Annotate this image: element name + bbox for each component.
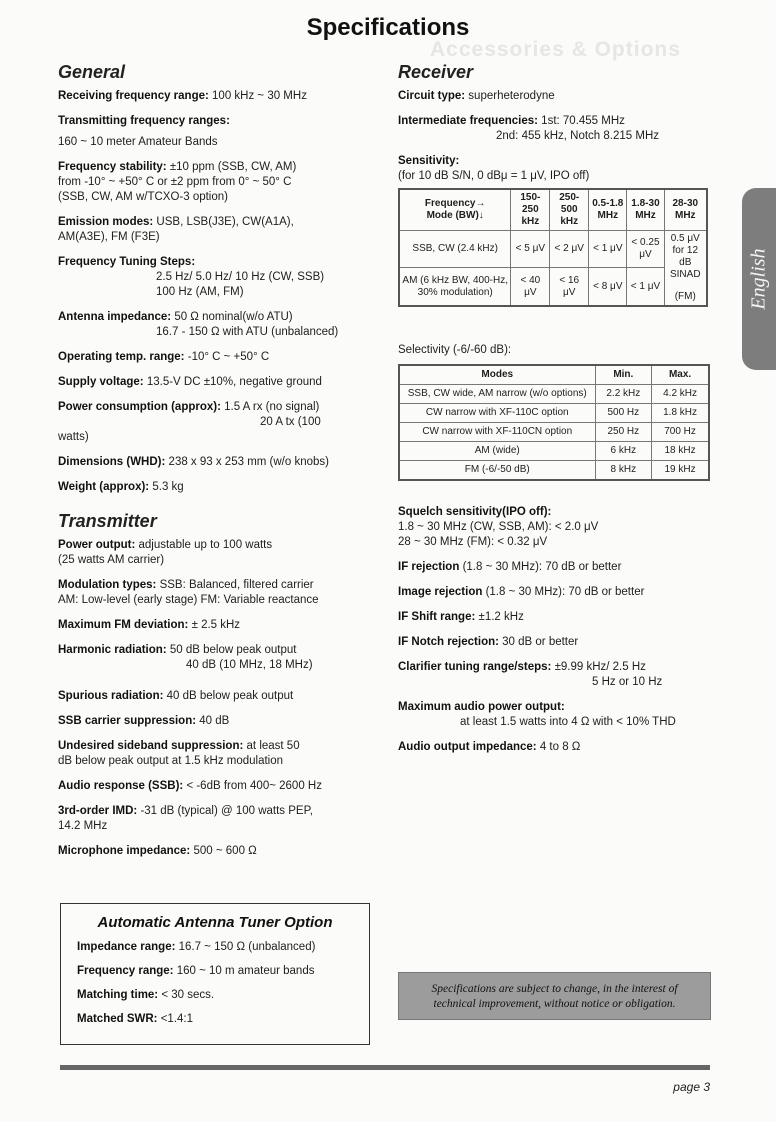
sel-min: 2.2 kHz [595, 385, 652, 404]
power-line-1: 1.5 A rx (no signal) [224, 401, 320, 413]
dims-label: Dimensions (WHD): [58, 456, 166, 468]
notice-line-1: Specifications are subject to change, in the interest of [431, 983, 678, 995]
if-rejection [398, 560, 718, 575]
atu-freq-label: Frequency range: [77, 965, 174, 977]
tx-ranges [58, 114, 376, 150]
maxaudio-value: at least 1.5 watts into 4 Ω with < 10% THD [460, 716, 676, 728]
spur-label: Spurious radiation: [58, 690, 164, 702]
stability-line-2: from -10° ~ +50° C or ±2 ppm from 0° ~ 50° C [58, 176, 292, 188]
sens-fm-line: for 12 [672, 245, 699, 256]
atu-imp-value: 16.7 ~ 150 Ω (unbalanced) [178, 941, 316, 953]
power-label: Power consumption (approx): [58, 401, 221, 413]
undes-line-2: dB below peak output at 1.5 kHz modulation [58, 755, 284, 767]
power-line-3: watts) [58, 431, 89, 443]
supply-voltage [58, 375, 376, 390]
audioimp-label: Audio output impedance: [398, 741, 537, 753]
operating-temp [58, 350, 376, 365]
table-row [399, 423, 709, 442]
imd-line-2: 14.2 MHz [58, 820, 108, 832]
background-ghost-heading: Accessories & Options [430, 38, 681, 61]
receiver-heading: Receiver [398, 62, 474, 82]
power-out-line-2: (25 watts AM carrier) [58, 554, 165, 566]
sel-max: 1.8 kHz [652, 404, 709, 423]
rx-range-value: 100 kHz ~ 30 MHz [212, 90, 307, 102]
weight [58, 480, 376, 495]
sens-corner [399, 189, 511, 231]
sel-max: 19 kHz [652, 461, 709, 481]
table-row [399, 385, 709, 404]
sens-col-header: 150-250 kHz [511, 189, 550, 231]
power-out-line-1: adjustable up to 100 watts [138, 539, 273, 551]
sens-row-mode: AM (6 kHz BW, 400-Hz, 30% modulation) [399, 268, 511, 306]
emission-line-2: AM(A3E), FM (F3E) [58, 231, 160, 243]
max-audio-power [398, 700, 718, 730]
clar-line-2: 5 Hz or 10 Hz [592, 676, 663, 688]
stability-line-1: ±10 ppm (SSB, CW, AM) [169, 161, 297, 173]
tx-ranges-label: Transmitting frequency ranges: [58, 115, 230, 127]
sens-corner-line-1: Frequency→ [424, 198, 486, 209]
page-title: Specifications [306, 14, 470, 41]
power-out-label: Power output: [58, 539, 136, 551]
antenna-label: Antenna impedance: [58, 311, 172, 323]
sens-fm-line: (FM) [674, 291, 696, 302]
left-column [58, 62, 376, 869]
mic-value: 500 ~ 600 Ω [193, 845, 257, 857]
weight-label: Weight (approx): [58, 481, 150, 493]
fmdev-label: Maximum FM deviation: [58, 619, 189, 631]
rx-range-label: Receiving frequency range: [58, 90, 209, 102]
clar-label: Clarifier tuning range/steps: [398, 661, 552, 673]
page-number: page 3 [673, 1080, 710, 1094]
ifnotch-value: 30 dB or better [502, 636, 579, 648]
sens-cell: < 0.25 μV [627, 231, 664, 268]
sensitivity [398, 154, 718, 184]
sens-corner-line-2: Mode (BW)↓ [426, 210, 484, 221]
audio-response [58, 779, 376, 794]
harm-line-1: 50 dB below peak output [169, 644, 297, 656]
supply-label: Supply voltage: [58, 376, 144, 388]
clarifier [398, 660, 718, 690]
carrier-value: 40 dB [199, 715, 230, 727]
atu-swr [77, 1012, 353, 1027]
sens-row-ssb [399, 231, 707, 268]
footer-rule [60, 1065, 710, 1070]
sel-col-header: Modes [399, 365, 595, 385]
ifshift-value: ±1.2 kHz [478, 611, 524, 623]
atu-frequency [77, 964, 353, 979]
tuning-line-2: 100 Hz (AM, FM) [156, 286, 244, 298]
sens-cell: < 40 μV [511, 268, 550, 306]
if-line-2: 2nd: 455 kHz, Notch 8.215 MHz [496, 130, 659, 142]
atu-option-box [60, 903, 370, 1045]
power-output [58, 538, 376, 568]
circuit-label: Circuit type: [398, 90, 466, 102]
fm-deviation [58, 618, 376, 633]
power-line-2: 20 A tx (100 [260, 416, 321, 428]
language-tab-label: English [747, 248, 770, 310]
supply-value: 13.5-V DC ±10%, negative ground [146, 376, 322, 388]
sens-cell: < 1 μV [589, 231, 627, 268]
circuit-value: superheterodyne [468, 90, 555, 102]
sel-mode: CW narrow with XF-110CN option [399, 423, 595, 442]
audio-value: < -6dB from 400~ 2600 Hz [186, 780, 322, 792]
sel-min: 8 kHz [595, 461, 652, 481]
language-tab [742, 188, 776, 370]
undes-label: Undesired sideband suppression: [58, 740, 244, 752]
sens-col-header: 28-30 MHz [664, 189, 707, 231]
sens-cell: < 8 μV [589, 268, 627, 306]
weight-value: 5.3 kg [152, 481, 184, 493]
tx-ranges-value: 160 ~ 10 meter Amateur Bands [58, 136, 218, 148]
sens-row-mode: SSB, CW (2.4 kHz) [399, 231, 511, 268]
if-label: Intermediate frequencies: [398, 115, 538, 127]
sens-col-header: 250-500 kHz [550, 189, 589, 231]
emission-line-1: USB, LSB(J3E), CW(A1A), [156, 216, 294, 228]
ifrej-value: (1.8 ~ 30 MHz): 70 dB or better [462, 561, 622, 573]
sel-min: 250 Hz [595, 423, 652, 442]
atu-swr-value: <1.4:1 [160, 1013, 193, 1025]
sel-mode: AM (wide) [399, 442, 595, 461]
image-rejection [398, 585, 718, 600]
tuning-label: Frequency Tuning Steps: [58, 256, 196, 268]
clar-line-1: ±9.99 kHz/ 2.5 Hz [554, 661, 646, 673]
sens-row-am [399, 268, 707, 306]
carrier-suppression [58, 714, 376, 729]
rx-range [58, 89, 376, 104]
specifications-notice [398, 972, 711, 1020]
mod-line-2: AM: Low-level (early stage) FM: Variable reactance [58, 594, 319, 606]
audio-label: Audio response (SSB): [58, 780, 184, 792]
ifnotch-label: IF Notch rejection: [398, 636, 499, 648]
sel-col-header: Max. [652, 365, 709, 385]
atu-match-label: Matching time: [77, 989, 159, 1001]
imd-label: 3rd-order IMD: [58, 805, 138, 817]
general-heading: General [58, 62, 126, 82]
emission-modes [58, 215, 376, 245]
temp-value: -10° C ~ +50° C [187, 351, 270, 363]
if-shift [398, 610, 718, 625]
atu-imp-label: Impedance range: [77, 941, 176, 953]
imd-line-1: -31 dB (typical) @ 100 watts PEP, [140, 805, 313, 817]
sens-col-header: 1.8-30 MHz [627, 189, 664, 231]
harm-label: Harmonic radiation: [58, 644, 167, 656]
imgrej-value: (1.8 ~ 30 MHz): 70 dB or better [485, 586, 645, 598]
sens-cell: < 1 μV [627, 268, 664, 306]
sens-cell: < 5 μV [511, 231, 550, 268]
sel-mode: CW narrow with XF-110C option [399, 404, 595, 423]
harm-line-2: 40 dB (10 MHz, 18 MHz) [186, 659, 313, 671]
third-order-imd [58, 804, 376, 834]
sens-fm-line: SINAD [669, 269, 701, 280]
if-notch [398, 635, 718, 650]
table-row [399, 404, 709, 423]
atu-heading: Automatic Antenna Tuner Option [97, 914, 333, 931]
selectivity [398, 343, 718, 358]
notice-line-2: technical improvement, without notice or obligation. [433, 998, 676, 1010]
fmdev-value: ± 2.5 kHz [191, 619, 241, 631]
transmitter-heading: Transmitter [58, 511, 157, 531]
stability-line-3: (SSB, CW, AM w/TCXO-3 option) [58, 191, 228, 203]
harmonic-radiation [58, 643, 376, 673]
table-row [399, 461, 709, 481]
undes-line-1: at least 50 [246, 740, 300, 752]
stability [58, 160, 376, 205]
power-consumption [58, 400, 376, 445]
circuit-type [398, 89, 718, 104]
sens-label: Sensitivity: [398, 155, 460, 167]
sel-max: 4.2 kHz [652, 385, 709, 404]
modulation-types [58, 578, 376, 608]
mod-label: Modulation types: [58, 579, 157, 591]
sens-note: (for 10 dB S/N, 0 dBμ = 1 μV, IPO off) [398, 170, 590, 182]
maxaudio-label: Maximum audio power output: [398, 701, 565, 713]
sel-min: 500 Hz [595, 404, 652, 423]
sel-mode: SSB, CW wide, AM narrow (w/o options) [399, 385, 595, 404]
mod-line-1: SSB: Balanced, filtered carrier [159, 579, 314, 591]
sel-max: 700 Hz [652, 423, 709, 442]
ifshift-label: IF Shift range: [398, 611, 476, 623]
sel-header-row [399, 365, 709, 385]
if-line-1: 1st: 70.455 MHz [541, 115, 625, 127]
sideband-suppression [58, 739, 376, 769]
tuning-steps [58, 255, 376, 300]
squelch-label: Squelch sensitivity(IPO off): [398, 506, 552, 518]
squelch-line-1: 1.8 ~ 30 MHz (CW, SSB, AM): < 2.0 μV [398, 521, 599, 533]
carrier-label: SSB carrier suppression: [58, 715, 197, 727]
antenna-line-1: 50 Ω nominal(w/o ATU) [174, 311, 293, 323]
atu-matching-time [77, 988, 353, 1003]
table-row [399, 442, 709, 461]
atu-impedance [77, 940, 353, 955]
audioimp-value: 4 to 8 Ω [539, 741, 581, 753]
sens-fm-cell [664, 231, 707, 307]
selectivity-table [398, 364, 710, 481]
sel-min: 6 kHz [595, 442, 652, 461]
mic-label: Microphone impedance: [58, 845, 191, 857]
sel-label: Selectivity (-6/-60 dB): [398, 344, 512, 356]
sel-col-header: Min. [595, 365, 652, 385]
sel-mode: FM (-6/-50 dB) [399, 461, 595, 481]
antenna-impedance [58, 310, 376, 340]
spurious-radiation [58, 689, 376, 704]
stability-label: Frequency stability: [58, 161, 167, 173]
atu-match-value: < 30 secs. [161, 989, 215, 1001]
sel-max: 18 kHz [652, 442, 709, 461]
squelch-line-2: 28 ~ 30 MHz (FM): < 0.32 μV [398, 536, 548, 548]
ifrej-label: IF rejection [398, 561, 460, 573]
squelch-sensitivity [398, 505, 718, 550]
intermediate-frequencies [398, 114, 718, 144]
audio-output-impedance [398, 740, 718, 755]
dimensions [58, 455, 376, 470]
temp-label: Operating temp. range: [58, 351, 185, 363]
sens-header-row [399, 189, 707, 231]
right-column [398, 62, 718, 765]
emission-label: Emission modes: [58, 216, 154, 228]
imgrej-label: Image rejection [398, 586, 483, 598]
microphone-impedance [58, 844, 376, 859]
atu-freq-value: 160 ~ 10 m amateur bands [176, 965, 315, 977]
atu-swr-label: Matched SWR: [77, 1013, 158, 1025]
spur-value: 40 dB below peak output [166, 690, 294, 702]
sens-cell: < 2 μV [550, 231, 589, 268]
sens-fm-line: 0.5 μV [670, 233, 700, 244]
antenna-line-2: 16.7 - 150 Ω with ATU (unbalanced) [156, 326, 339, 338]
tuning-line-1: 2.5 Hz/ 5.0 Hz/ 10 Hz (CW, SSB) [156, 271, 325, 283]
sensitivity-table [398, 188, 708, 307]
sens-col-header: 0.5-1.8 MHz [589, 189, 627, 231]
sens-cell: < 16 μV [550, 268, 589, 306]
dims-value: 238 x 93 x 253 mm (w/o knobs) [168, 456, 329, 468]
sens-fm-line: dB [679, 257, 692, 268]
